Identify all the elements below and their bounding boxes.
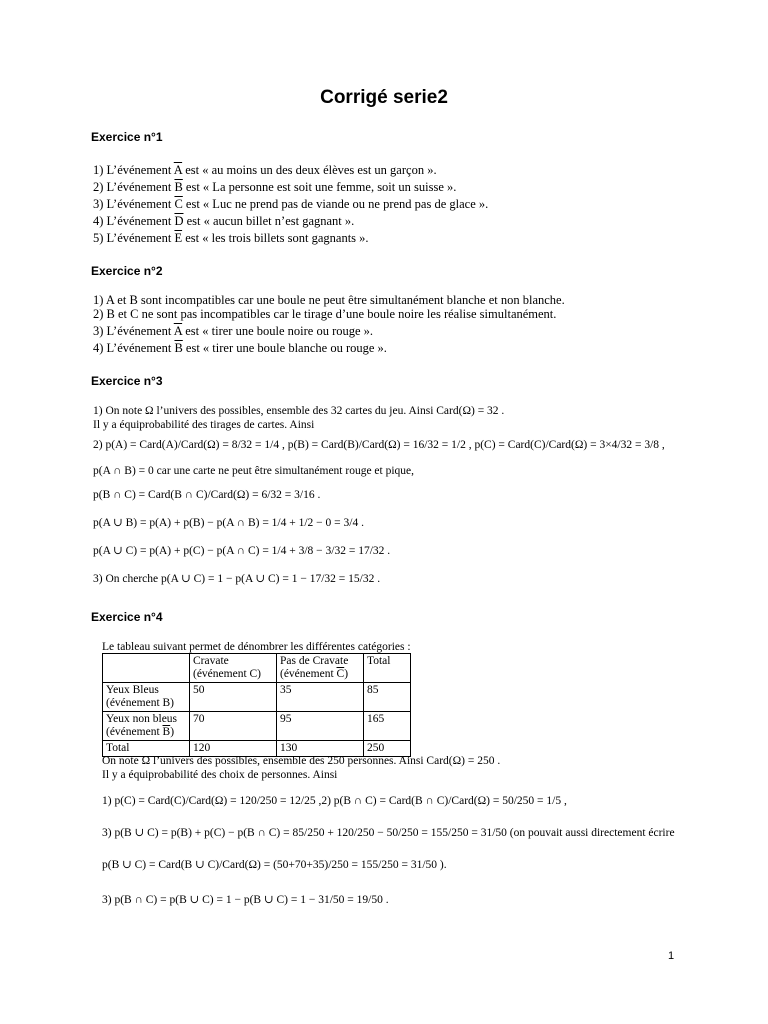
exercise-4-heading: Exercice n°4 [91, 610, 163, 624]
ex3-line-2: Il y a équiprobabilité des tirages de cartes. Ainsi [93, 419, 315, 431]
ex4-line-2: Il y a équiprobabilité des choix de personnes. Ainsi [102, 769, 338, 781]
ex1-line-2: 2) L’événement $\overline{B}$ est « La personne est soit une femme, soit un suisse ». [93, 180, 457, 194]
table-cell: 85 [364, 683, 411, 712]
ex4-count-table [102, 653, 411, 757]
page-number: 1 [668, 950, 675, 962]
ex3-line-8: 3) On cherche p(A ∪ C) = 1 − p(A ∪ C) = 1 − 17/32 = 15/32 . [93, 573, 381, 585]
ex4-line-6: 3) p(B ∩ C) = p(B ∪ C) = 1 − p(B ∪ C) = 1 − 31/50 = 19/50 . [102, 894, 389, 906]
ex2-line-3: 3) L’événement $\overline{A}$ est « tirer une boule noire ou rouge ». [93, 324, 374, 338]
table-cell: 50 [190, 683, 277, 712]
ex4-line-5: p(B ∪ C) = Card(B ∪ C)/Card(Ω) = (50+70+35)/250 = 155/250 = 31/50 ). [102, 859, 447, 871]
ex3-line-4: p(A ∩ B) = 0 car une carte ne peut être simultanément rouge et pique, [93, 465, 415, 477]
table-cell: 70 [190, 712, 277, 741]
ex1-line-3: 3) L’événement $\overline{C}$ est « Luc ne prend pas de viande ou ne prend pas de glace ». [93, 197, 489, 211]
table-row-label-total: Total [103, 741, 190, 757]
table-row-label-yeux-non-bleus: Yeux non bleus (événement $\overline{B}$) [103, 712, 190, 741]
page-title: Corrigé serie2 [320, 87, 448, 108]
table-cell: 130 [277, 741, 364, 757]
table-cell: 35 [277, 683, 364, 712]
table-corner [103, 654, 190, 683]
exercise-2-heading: Exercice n°2 [91, 264, 163, 278]
ex3-line-5: p(B ∩ C) = Card(B ∩ C)/Card(Ω) = 6/32 = 3/16 . [93, 489, 321, 501]
ex2-line-2: 2) B et C ne sont pas incompatibles car le tirage d’une boule noire les réalise simultanément. [93, 307, 557, 321]
ex4-intro: Le tableau suivant permet de dénombrer les différentes catégories : [102, 641, 411, 653]
ex4-line-3: 1) p(C) = Card(C)/Card(Ω) = 120/250 = 12/25 ,2) p(B ∩ C) = Card(B ∩ C)/Card(Ω) = 50/250 = 1/5 , [102, 795, 567, 807]
table-header-cravate: Cravate (événement C) [190, 654, 277, 683]
table-cell: 250 [364, 741, 411, 757]
ex1-line-5: 5) L’événement $\overline{E}$ est « les trois billets sont gagnants ». [93, 231, 369, 245]
ex1-line-1: 1) L’événement $\overline{A}$ est « au moins un des deux élèves est un garçon ». [93, 163, 437, 177]
ex3-line-3: 2) p(A) = Card(A)/Card(Ω) = 8/32 = 1/4 , p(B) = Card(B)/Card(Ω) = 16/32 = 1/2 , p(C) = Card(C)/Card(Ω) = 3×4/32 = 3/8 , [93, 439, 665, 451]
table-cell: 165 [364, 712, 411, 741]
ex3-line-1: 1) On note Ω l’univers des possibles, ensemble des 32 cartes du jeu. Ainsi Card(Ω) = 32 . [93, 405, 505, 417]
ex3-line-6: p(A ∪ B) = p(A) + p(B) − p(A ∩ B) = 1/4 + 1/2 − 0 = 3/4 . [93, 517, 364, 529]
table-cell: 95 [277, 712, 364, 741]
exercise-1-heading: Exercice n°1 [91, 130, 163, 144]
table-row-label-yeux-bleus: Yeux Bleus (événement B) [103, 683, 190, 712]
table-header-total: Total [364, 654, 411, 683]
ex3-line-7: p(A ∪ C) = p(A) + p(C) − p(A ∩ C) = 1/4 + 3/8 − 3/32 = 17/32 . [93, 545, 391, 557]
ex2-line-4: 4) L’événement $\overline{B}$ est « tirer une boule blanche ou rouge ». [93, 341, 387, 355]
table-header-no-cravate: Pas de Cravate (événement $\overline{C}$) [277, 654, 364, 683]
ex4-line-1: On note Ω l’univers des possibles, ensemble des 250 personnes. Ainsi Card(Ω) = 250 . [102, 755, 501, 767]
ex1-line-4: 4) L’événement $\overline{D}$ est « aucun billet n’est gagnant ». [93, 214, 355, 228]
table-cell: 120 [190, 741, 277, 757]
ex4-line-4: 3) p(B ∪ C) = p(B) + p(C) − p(B ∩ C) = 85/250 + 120/250 − 50/250 = 155/250 = 31/50 (on pouvait aussi directement écrire [102, 827, 675, 839]
exercise-3-heading: Exercice n°3 [91, 374, 163, 388]
ex2-line-1: 1) A et B sont incompatibles car une boule ne peut être simultanément blanche et non blanche. [93, 293, 565, 307]
